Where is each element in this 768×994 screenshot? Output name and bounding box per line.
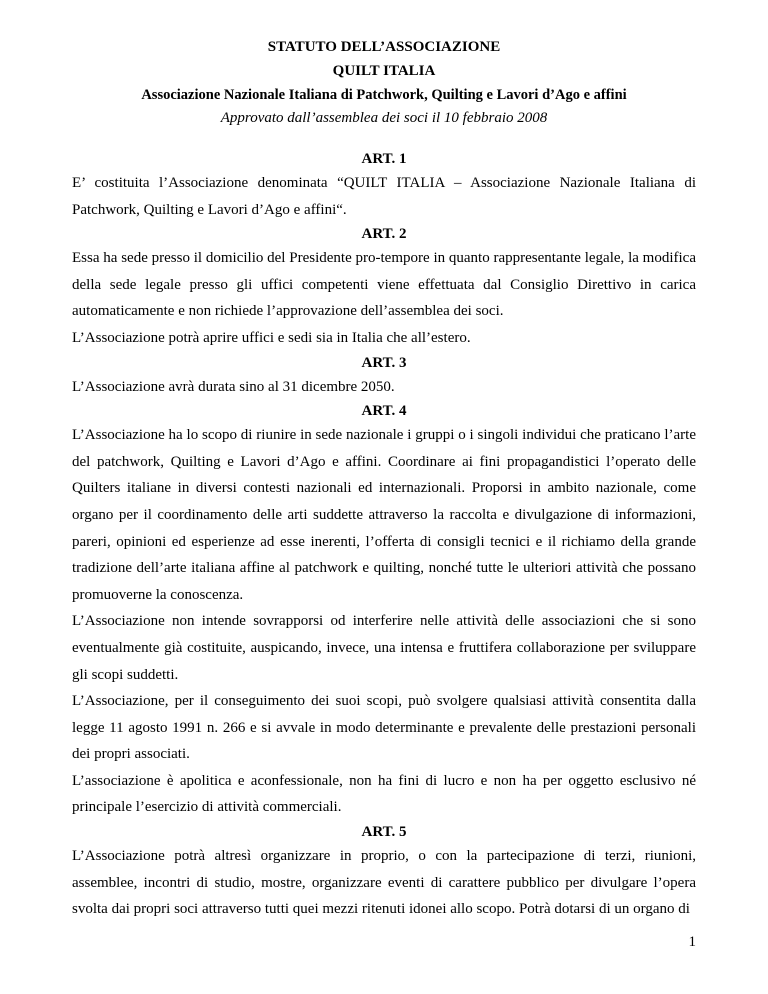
article-5-heading: ART. 5 — [361, 824, 407, 841]
association-full-name: Associazione Nazionale Italiana di Patchwork, Quilting e Lavori d’Ago e affini — [141, 87, 627, 103]
approval-note: Approvato dall’assemblea dei soci il 10 febbraio 2008 — [220, 110, 548, 126]
document-page — [72, 34, 696, 923]
article-3-paragraph: L’Associazione avrà durata sino al 31 dicembre 2050. — [72, 378, 395, 395]
article-3-heading: ART. 3 — [361, 354, 407, 371]
article-2-paragraph-2: L’Associazione potrà aprire uffici e sedi sia in Italia che all’estero. — [72, 329, 471, 346]
page-number: 1 — [688, 934, 696, 950]
article-4-paragraph-4: L’associazione è apolitica e aconfessionale, non ha fini di lucro e non ha per oggetto esclusivo né principale l’esercizio di attività commerciali. — [72, 772, 696, 816]
article-4-paragraph-1: L’Associazione ha lo scopo di riunire in sede nazionale i gruppi o i singoli individui che praticano l’arte del patchwork, Quilting e Lavori d’Ago e affini. Coordinare ai fini propagandistici l’operato delle Quilters italiane in diversi contesti nazionali ed internazionali. Proporsi in ambito nazionale, come organo per il coordinamento delle arti suddette attraverso la raccolta e divulgazione di informazioni, pareri, opinioni ed esperienze ad esse inerenti, l’offerta di consigli tecnici e il richiamo della grande tradizione dell’arte italiana affine al patchwork e quilting, nonché tutte le ulteriori attività che possano promuoverne la conoscenza. — [72, 427, 696, 603]
article-4-heading: ART. 4 — [361, 403, 407, 420]
article-2-heading: ART. 2 — [361, 226, 407, 243]
article-5-paragraph: L’Associazione potrà altresì organizzare in proprio, o con la partecipazione di terzi, riunioni, assemblee, incontri di studio, mostre, organizzare eventi di carattere pubblico per divulgare l’opera svolta dai propri soci attraverso tutti quei mezzi ritenuti idonei allo scopo. Potrà dotarsi di un organo di — [72, 848, 696, 918]
association-name: QUILT ITALIA — [332, 63, 436, 79]
article-2-paragraph-1: Essa ha sede presso il domicilio del Presidente pro-tempore in quanto rappresentante legale, la modifica della sede legale presso gli uffici competenti viene effettuata dal Consiglio Direttivo in carica automaticamente e non richiede l’approvazione dell’assemblea dei soci. — [72, 250, 696, 320]
article-1-heading: ART. 1 — [361, 151, 407, 167]
article-1-paragraph: E’ costituita l’Associazione denominata “QUILT ITALIA – Associazione Nazionale Italiana di Patchwork, Quilting e Lavori d’Ago e affini“. — [72, 175, 696, 218]
article-4-paragraph-2: L’Associazione non intende sovrapporsi od interferire nelle attività delle associazioni che si sono eventualmente già costituite, auspicando, invece, una intensa e fruttifera collaborazione per sviluppare gli scopi suddetti. — [72, 613, 696, 683]
document-title: STATUTO DELL’ASSOCIAZIONE — [267, 39, 501, 55]
article-4-paragraph-3: L’Associazione, per il conseguimento dei suoi scopi, può svolgere qualsiasi attività consentita dalla legge 11 agosto 1991 n. 266 e si avvale in modo determinante e prevalente delle prestazioni personali dei propri associati. — [72, 693, 696, 763]
